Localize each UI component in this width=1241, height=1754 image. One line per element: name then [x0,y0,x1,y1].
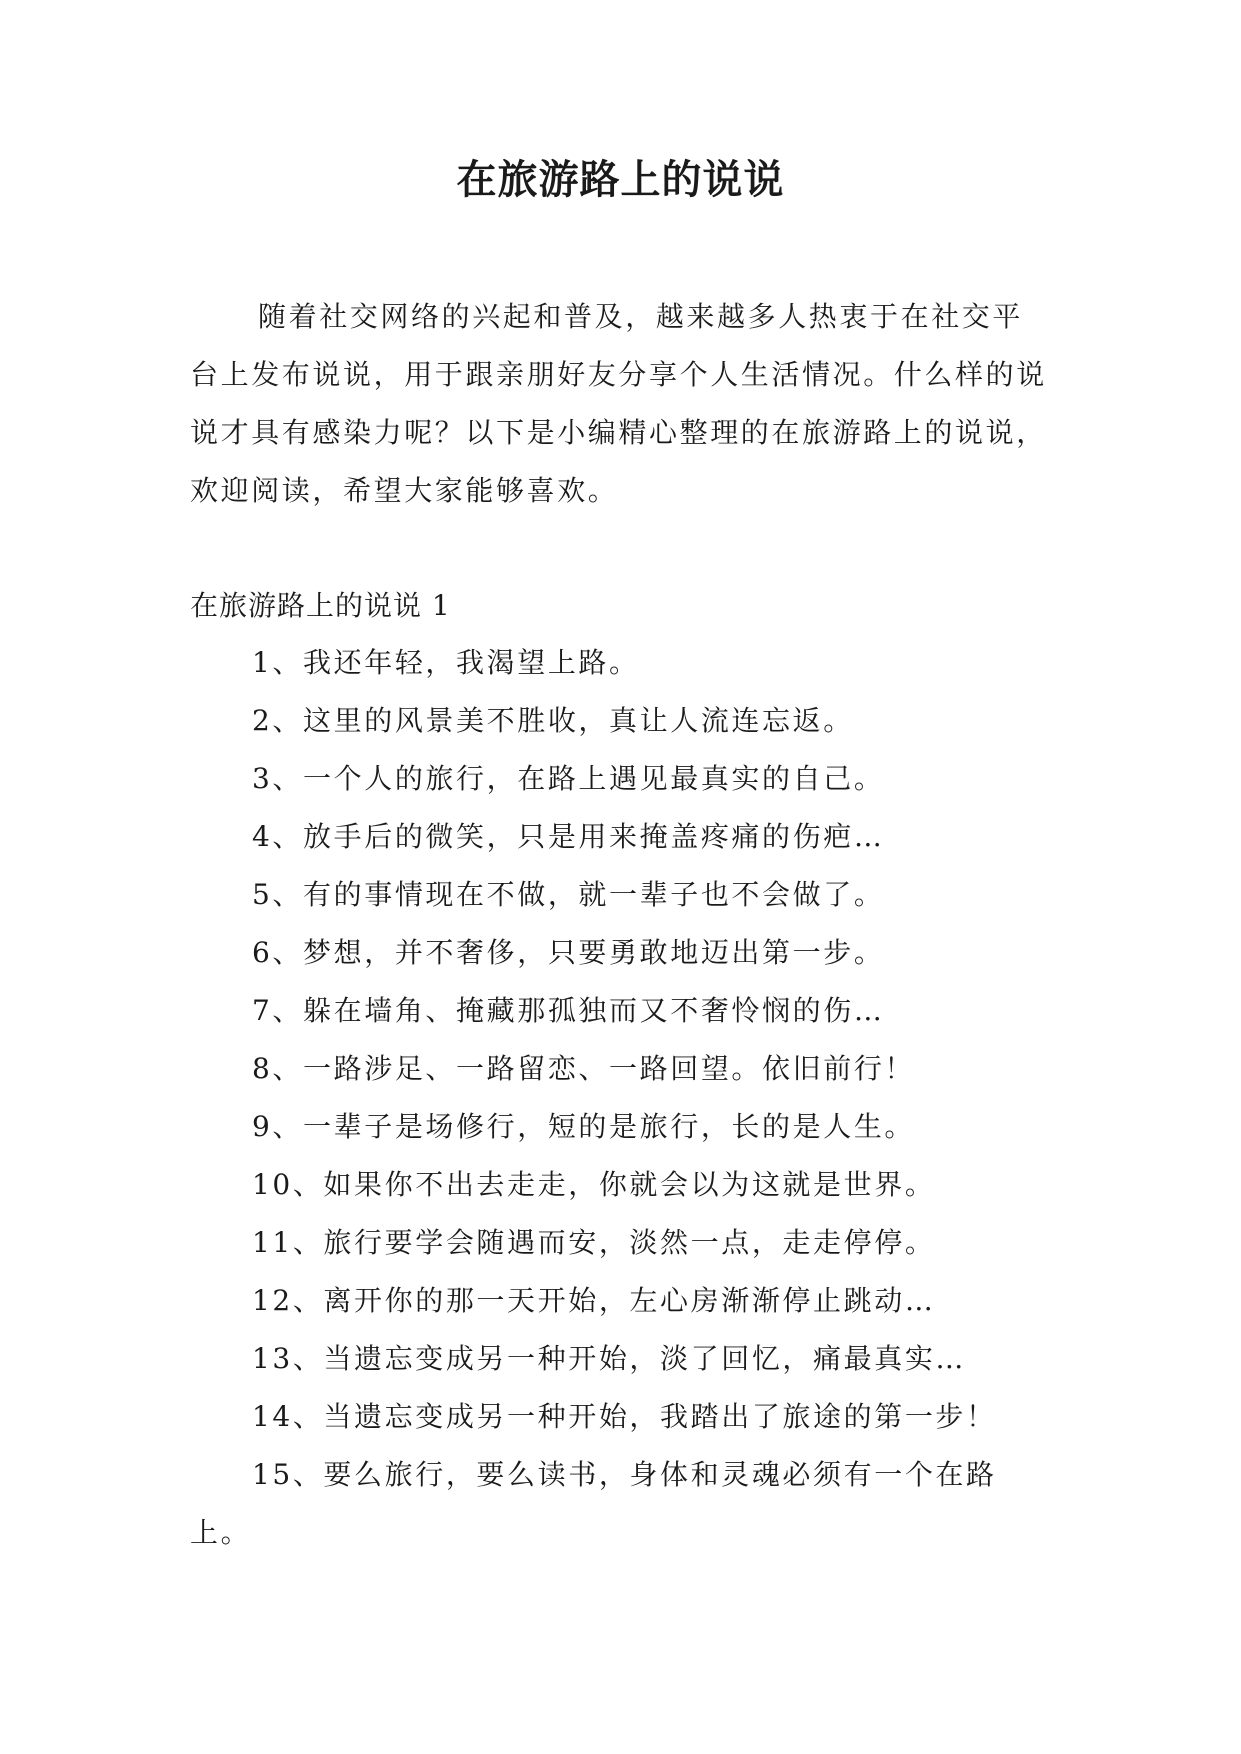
list-item: 7、躲在墙角、掩藏那孤独而又不奢怜悯的伤… [252,994,885,1027]
list-item: 8、一路涉足、一路留恋、一路回望。依旧前行！ [252,1052,916,1085]
list-item: 3、一个人的旅行，在路上遇见最真实的自己。 [252,762,885,795]
page-title: 在旅游路上的说说 [456,156,785,203]
list-item: 15、要么旅行，要么读书，身体和灵魂必须有一个在路上。 [190,1458,997,1549]
intro-paragraph: 随着社交网络的兴起和普及，越来越多人热衷于在社交平台上发布说说，用于跟亲朋好友分享个人生活情况。什么样的说说才具有感染力呢？以下是小编精心整理的在旅游路上的说说，欢迎阅读，希望大家能够喜欢。 [190,300,1047,507]
list-item: 1、我还年轻，我渴望上路。 [252,646,640,679]
list-item: 11、旅行要学会随遇而安，淡然一点，走走停停。 [252,1226,936,1259]
list-item: 12、离开你的那一天开始，左心房渐渐停止跳动… [252,1284,936,1317]
list-item: 4、放手后的微笑，只是用来掩盖疼痛的伤疤… [252,820,885,853]
list-item: 5、有的事情现在不做，就一辈子也不会做了。 [252,878,885,911]
list-item: 14、当遗忘变成另一种开始，我踏出了旅途的第一步！ [252,1400,997,1433]
list-item: 9、一辈子是场修行，短的是旅行，长的是人生。 [252,1110,916,1143]
list-item: 2、这里的风景美不胜收，真让人流连忘返。 [252,704,854,737]
list-item: 13、当遗忘变成另一种开始，淡了回忆，痛最真实… [252,1342,967,1375]
list-item: 10、如果你不出去走走，你就会以为这就是世界。 [252,1168,936,1201]
section-heading: 在旅游路上的说说 1 [190,589,451,622]
quote-list [190,634,1050,1562]
list-item: 6、梦想，并不奢侈，只要勇敢地迈出第一步。 [252,936,885,969]
